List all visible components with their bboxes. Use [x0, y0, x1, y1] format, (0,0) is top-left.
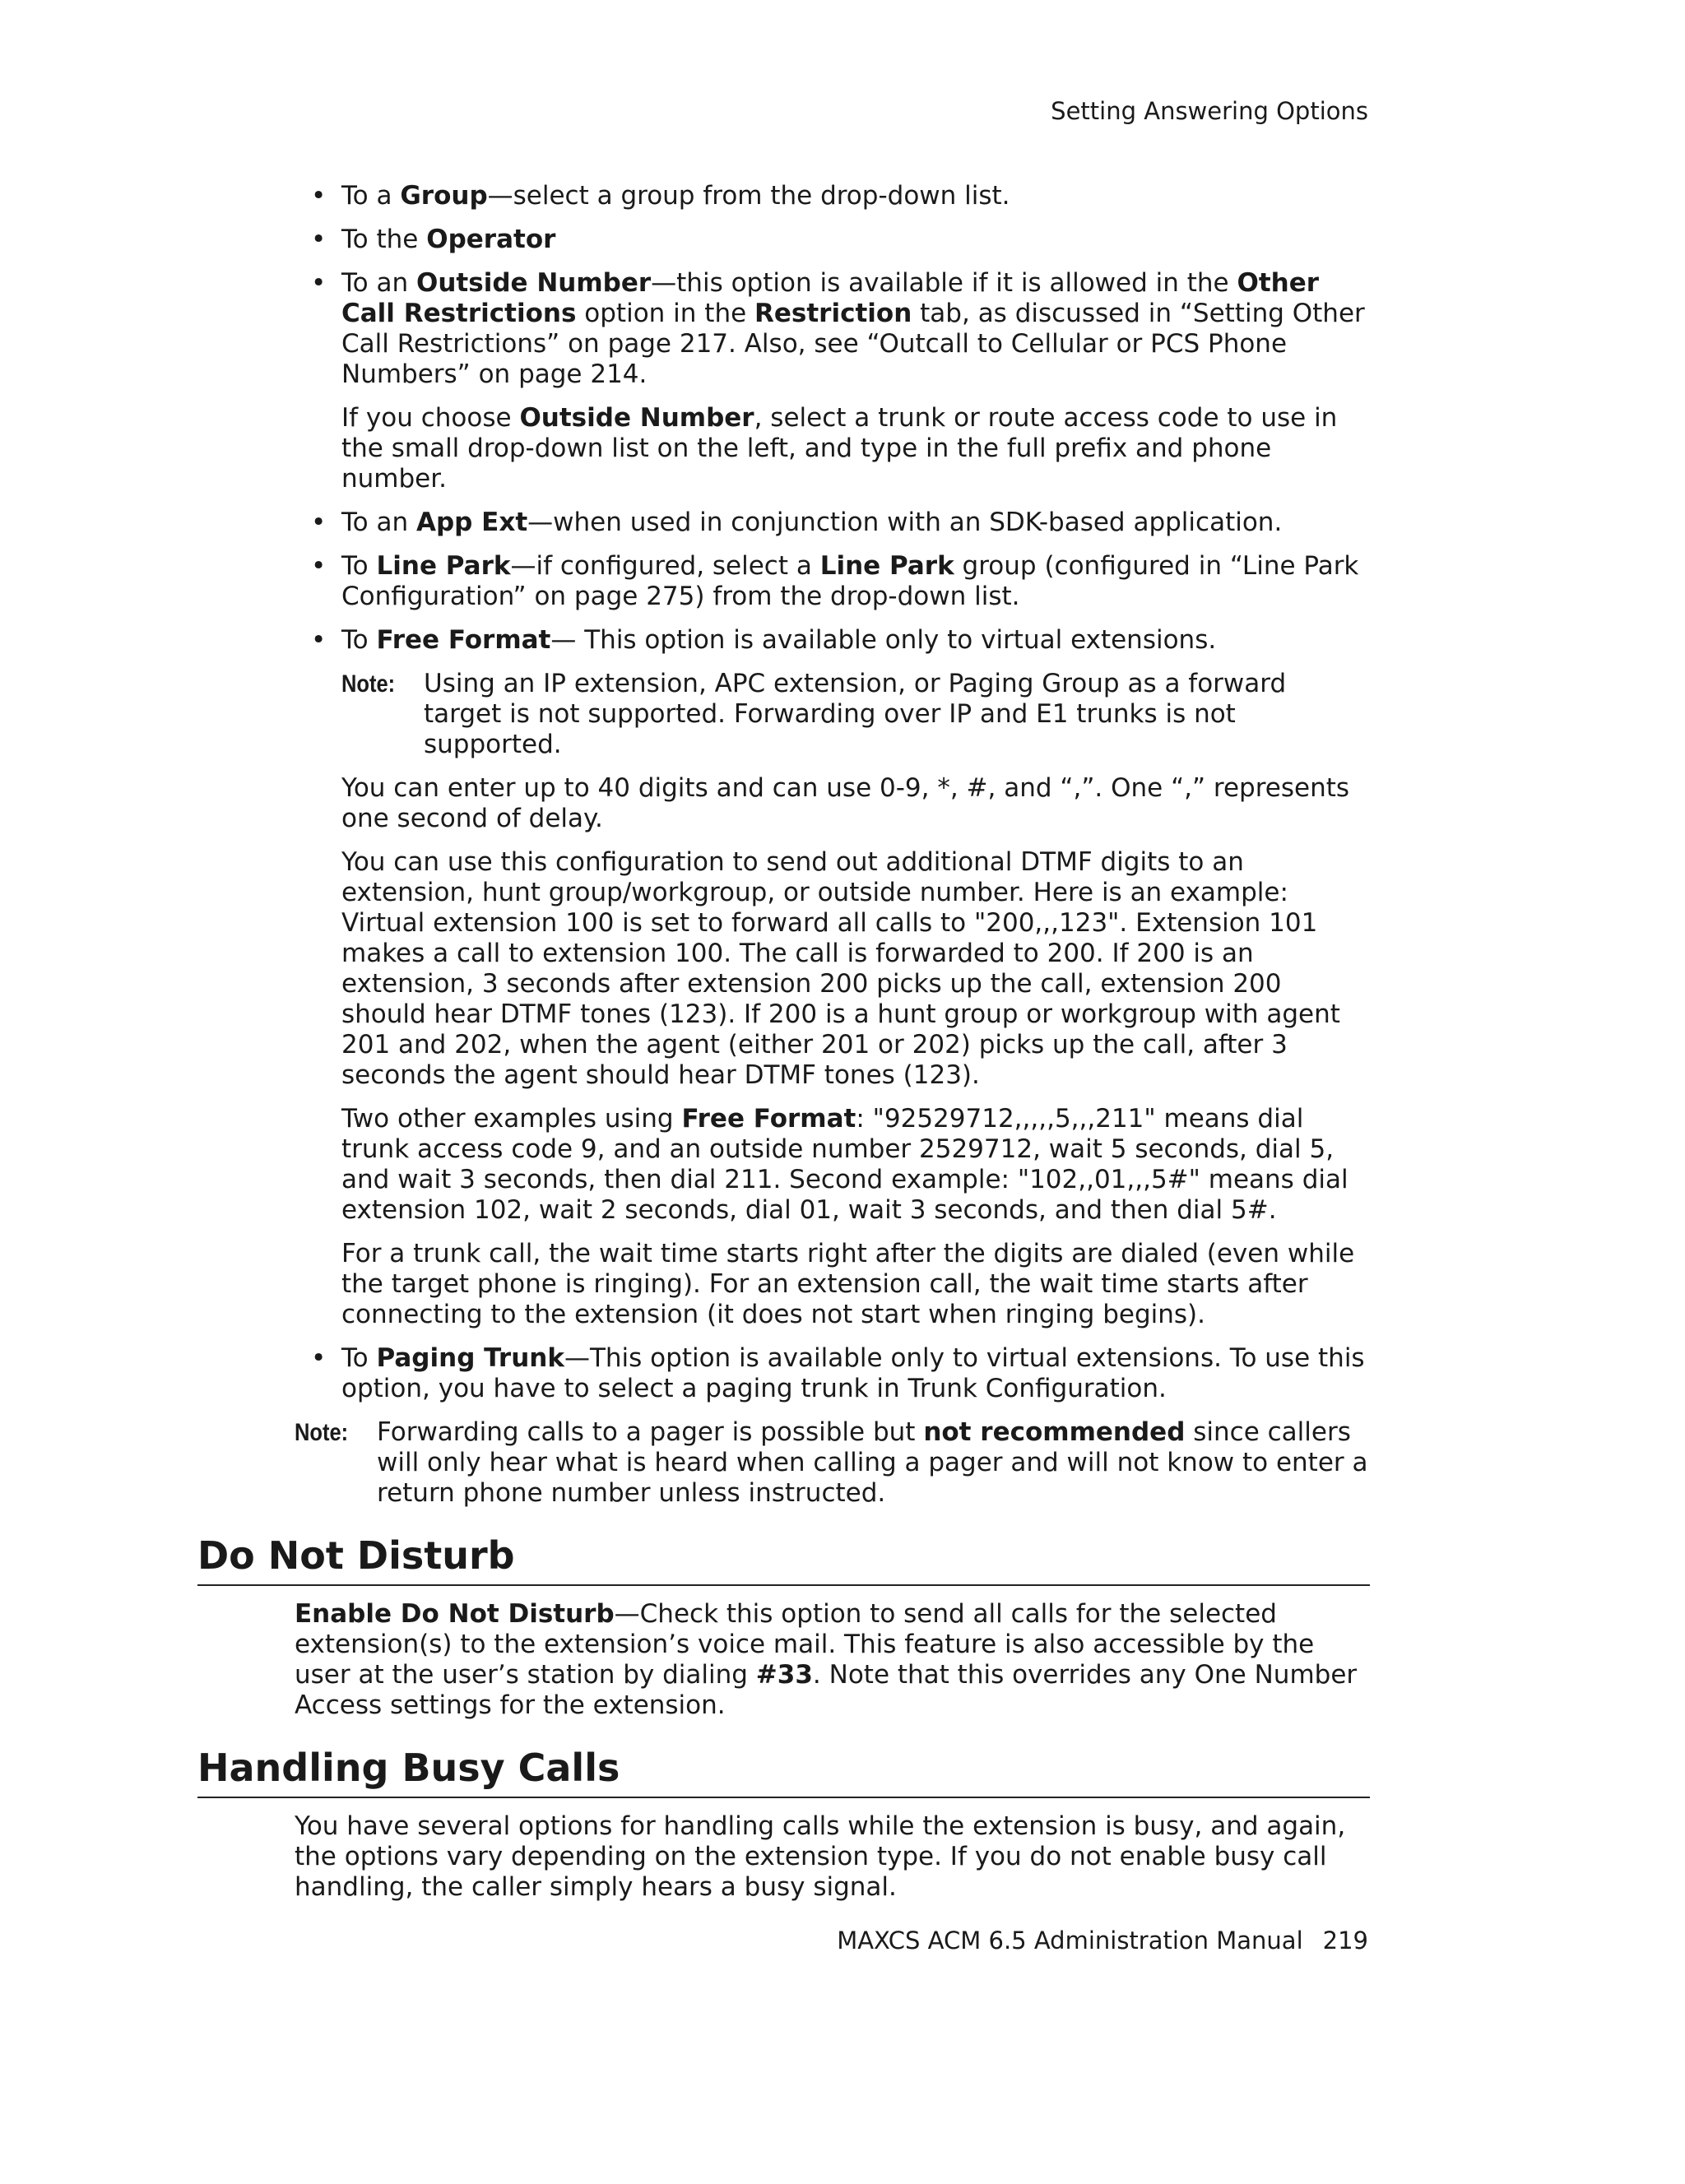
free-format-digits: You can enter up to 40 digits and can use 0-9, *, #, and “,”. One “,” represents one second of delay.: [341, 773, 1350, 833]
outside-number-detail: If you choose Outside Number, select a trunk or route access code to use in the small drop-down list on the left, and type in the full prefix and phone number.: [341, 403, 1338, 494]
list-item-paging-trunk: • To Paging Trunk—This option is available only to virtual extensions. To use this option, you have to select a paging trunk in Trunk Configuration.: [197, 1343, 1370, 1404]
note-text: Using an IP extension, APC extension, or Paging Group as a forward target is not supported. Forwarding over IP and E1 trunks is not supported.: [424, 669, 1287, 759]
running-head: Setting Answering Options: [1051, 97, 1368, 125]
forward-target-list: [197, 181, 1370, 390]
section-body: Enable Do Not Disturb—Check this option to send all calls for the selected extension(s) to the extension’s voice mail. This feature is also accessible by the user at the user’s station by dialing #33. Note that this overrides any One Number Access settings for the extension.: [295, 1599, 1358, 1720]
note-label: Note:: [341, 670, 396, 698]
forward-target-list-cont: [197, 508, 1370, 656]
list-item-free-format: • To Free Format— This option is available only to virtual extensions.: [197, 625, 1370, 656]
note-label: Note:: [295, 1419, 349, 1446]
free-format-wait-time: For a trunk call, the wait time starts right after the digits are dialed (even while the target phone is ringing). For an extension call, the wait time starts after connecting to the extension (it does not start when ringing begins).: [341, 1239, 1355, 1329]
note-pager: [197, 1417, 1370, 1509]
free-format-examples-2: Two other examples using Free Format: "92529712,,,,,5,,,211" means dial trunk access code 9, and an outside number 2529712, wait 5 seconds, dial 5, and wait 3 seconds, then dial 211. Second example: "102,,01,,,5#" means dial extension 102, wait 2 seconds, dial 01, wait 3 seconds, and then dial 5#.: [341, 1104, 1348, 1225]
section-handling-busy-calls: [197, 1744, 1370, 1903]
note-ip-extension: [197, 669, 1370, 760]
page-number: 219: [1322, 1927, 1368, 1954]
section-body: You have several options for handling calls while the extension is busy, and again, the options vary depending on the extension type. If you do not enable busy call handling, the caller simply hears a busy signal.: [295, 1811, 1346, 1902]
list-item-outside-number: • To an Outside Number—this option is available if it is allowed in the Other Call Restrictions option in the Restriction tab, as discussed in “Setting Other Call Restrictions” on page 217. Also, see “Outcall to Cellular or PCS Phone Numbers” on page 214.: [197, 268, 1370, 390]
forward-target-list-end: [197, 1343, 1370, 1404]
section-heading: Do Not Disturb: [197, 1532, 1370, 1586]
list-item-group: • To a Group—select a group from the drop-down list.: [197, 181, 1370, 211]
page-footer: [837, 1927, 1368, 1954]
page-content: [197, 181, 1370, 1903]
section-heading: Handling Busy Calls: [197, 1744, 1370, 1798]
free-format-example: You can use this configuration to send out additional DTMF digits to an extension, hunt group/workgroup, or outside number. Here is an example: Virtual extension 100 is set to forward all calls to "200,,,123". Extension 101 makes a call to extension 100. The call is forwarded to 200. If 200 is an extension, 3 seconds after extension 200 picks up the call, extension 200 should hear DTMF tones (123). If 200 is a hunt group or workgroup with agent 201 and 202, when the agent (either 201 or 202) picks up the call, after 3 seconds the agent should hear DTMF tones (123).: [341, 847, 1340, 1090]
list-item-operator: • To the Operator: [197, 225, 1370, 255]
footer-title: MAXCS ACM 6.5 Administration Manual: [837, 1927, 1303, 1954]
section-do-not-disturb: [197, 1532, 1370, 1721]
list-item-app-ext: • To an App Ext—when used in conjunction with an SDK-based application.: [197, 508, 1370, 538]
list-item-line-park: • To Line Park—if configured, select a Line Park group (configured in “Line Park Configuration” on page 275) from the drop-down list.: [197, 551, 1370, 612]
note-text: Forwarding calls to a pager is possible but not recommended since callers will only hear what is heard when calling a pager and will not know to enter a return phone number unless instructed.: [377, 1417, 1368, 1508]
